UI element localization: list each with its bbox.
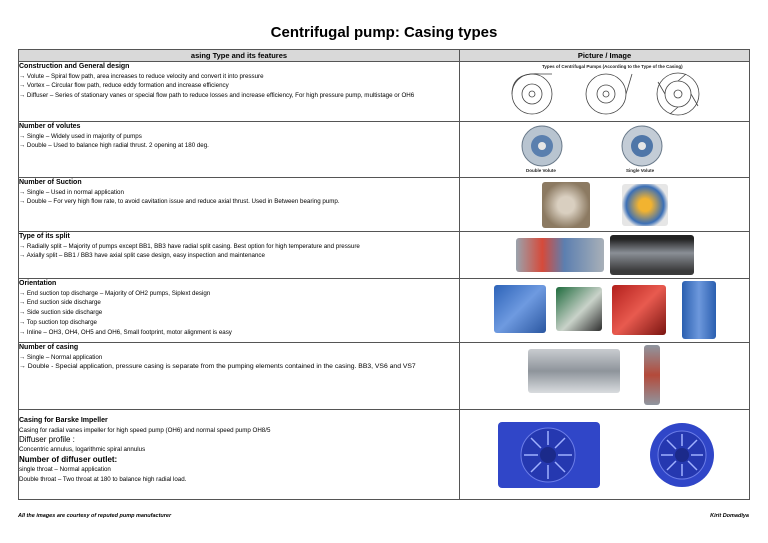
list-item: → Vortex – Circular flow path, reduce eddy formation and increase efficiency bbox=[19, 81, 459, 91]
list-item: → Single – Widely used in majority of pumps bbox=[19, 132, 459, 142]
picture-orientation bbox=[460, 279, 750, 343]
barske-line: single throat – Normal application bbox=[19, 466, 111, 474]
barske-subheading: Number of diffuser outlet: bbox=[19, 455, 118, 465]
row-construction bbox=[19, 62, 460, 122]
row-suction bbox=[19, 178, 460, 232]
row-heading: Number of casing bbox=[19, 344, 79, 351]
casing-diagrams-image bbox=[460, 62, 750, 122]
picture-barske bbox=[460, 410, 750, 500]
single-suction-image bbox=[542, 182, 590, 228]
barske-line: Concentric annulus, logarithmic spiral annulus bbox=[19, 446, 146, 454]
list-item: → Volute – Spiral flow path, area increases to reduce velocity and convert it into pressure bbox=[19, 72, 459, 82]
list-item: → Radially split – Majority of pumps except BB1, BB3 have radial split casing. Best option for high temperature and pressure bbox=[19, 242, 459, 252]
row-heading: Casing for Barske Impeller bbox=[19, 417, 108, 424]
row-heading: Number of Suction bbox=[19, 179, 82, 186]
picture-suction bbox=[460, 178, 750, 232]
row-casing-number bbox=[19, 343, 460, 410]
barske-line: Double throat – Two throat at 180 to balance high radial load. bbox=[19, 475, 187, 483]
casing-types-table bbox=[18, 49, 750, 500]
list-item: → Side suction side discharge bbox=[19, 308, 459, 318]
row-heading: Orientation bbox=[19, 280, 57, 287]
list-item: → End suction side discharge bbox=[19, 298, 459, 308]
list-item: → Single – Used in normal application bbox=[19, 188, 459, 198]
footer-author: Kirit Domadiya bbox=[710, 513, 749, 519]
barske-line: Casing for radial vanes impeller for high speed pump (OH6) and normal speed pump OH8/5 bbox=[19, 426, 271, 434]
list-item: → Double – For very high flow rate, to avoid cavitation issue and reduce axial thrust. Used in Between bearing pump. bbox=[19, 197, 459, 207]
list-item: → Single – Normal application bbox=[19, 353, 459, 363]
barske-impeller-images bbox=[460, 410, 750, 500]
page-title: Centrifugal pump: Casing types bbox=[270, 24, 498, 41]
footer-credit: All the images are courtesy of reputed pump manufacturer bbox=[18, 513, 172, 519]
image-label: Single Volute bbox=[626, 168, 655, 173]
list-item: → End suction top discharge – Majority of OH2 pumps, Siplext design bbox=[19, 289, 459, 299]
double-suction-image bbox=[622, 184, 668, 226]
picture-construction bbox=[460, 62, 750, 122]
inline-pump-image bbox=[682, 281, 716, 339]
vertical-casing-image bbox=[644, 345, 660, 405]
picture-casing-number bbox=[460, 343, 750, 410]
top-suction-image bbox=[612, 285, 666, 335]
header-picture: Picture / Image bbox=[460, 50, 750, 62]
row-volutes bbox=[19, 122, 460, 178]
volute-images bbox=[460, 122, 750, 178]
image-caption: Types of Centrifugal Pumps (According to the Type of the Casing) bbox=[542, 64, 683, 69]
double-casing-image bbox=[528, 349, 620, 393]
list-item: → Top suction top discharge bbox=[19, 318, 459, 328]
picture-volutes bbox=[460, 122, 750, 178]
list-item: → Axially split – BB1 / BB3 have axial split case design, easy inspection and maintenance bbox=[19, 251, 459, 261]
list-item: → Double - Special application, pressure casing is separate from the pumping elements contained in the casing. BB3, VS6 and VS7 bbox=[19, 362, 459, 372]
row-heading: Type of its split bbox=[19, 233, 70, 240]
image-label: Double Volute bbox=[526, 168, 556, 173]
barske-subheading: Diffuser profile : bbox=[19, 435, 75, 445]
picture-split bbox=[460, 232, 750, 279]
row-orientation bbox=[19, 279, 460, 343]
list-item: → Double – Used to balance high radial thrust. 2 opening at 180 deg. bbox=[19, 141, 459, 151]
end-suction-image bbox=[494, 285, 546, 333]
row-heading: Construction and General design bbox=[19, 63, 130, 70]
row-heading: Number of volutes bbox=[19, 123, 81, 130]
radial-split-image bbox=[516, 238, 604, 272]
row-barske bbox=[19, 410, 460, 500]
list-item: → Inline – OH3, OH4, OH5 and OH6, Small footprint, motor alignment is easy bbox=[19, 328, 459, 338]
list-item: → Diffuser – Series of stationary vanes or special flow path to reduce losses and increase efficiency, For high pressure pump, multistage or OH6 bbox=[19, 91, 459, 101]
header-features: asing Type and its features bbox=[19, 50, 460, 62]
side-discharge-image bbox=[556, 287, 602, 331]
axial-split-image bbox=[610, 235, 694, 275]
row-split bbox=[19, 232, 460, 279]
